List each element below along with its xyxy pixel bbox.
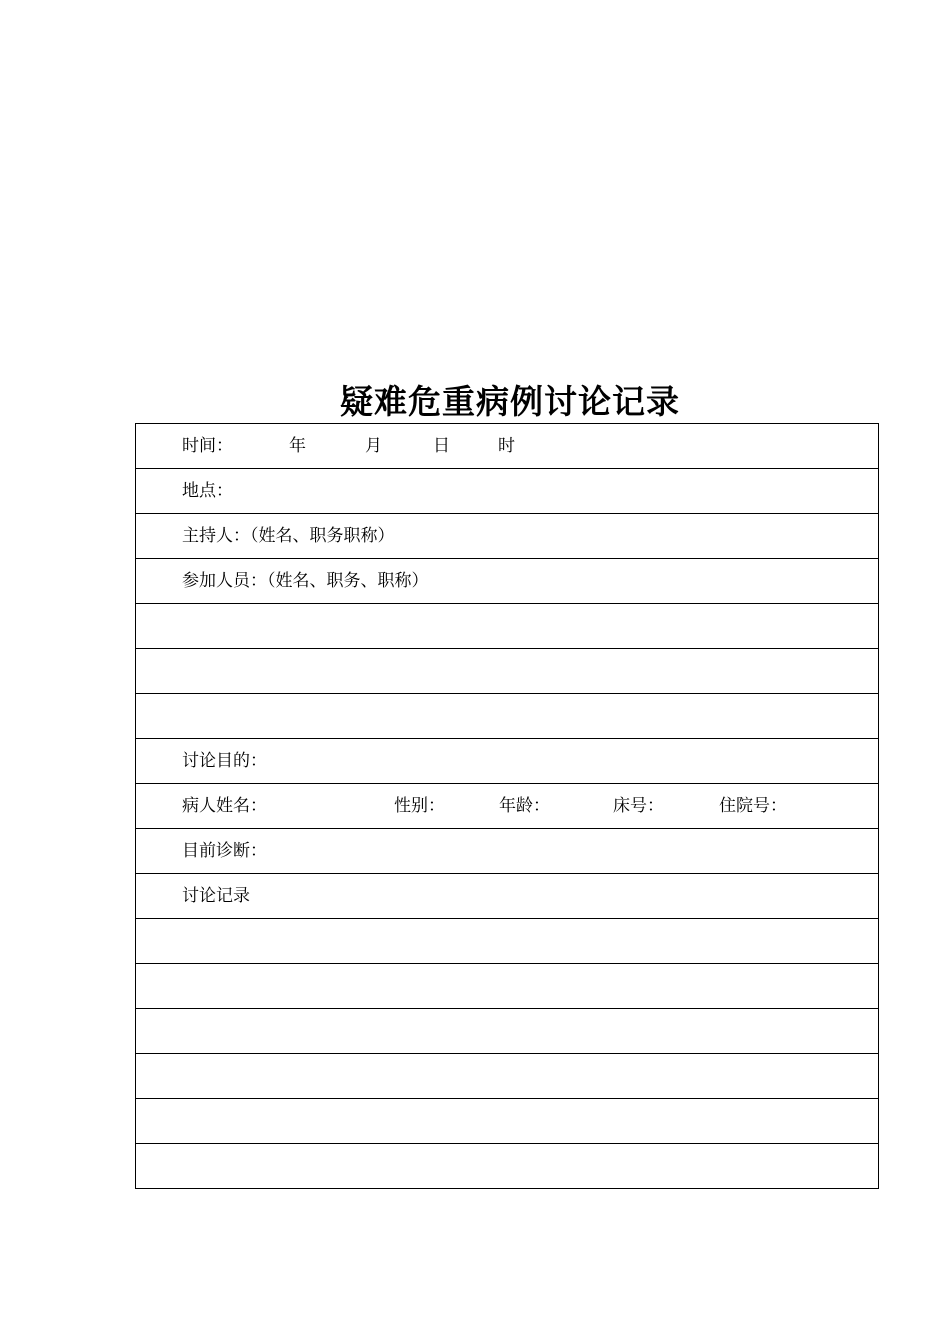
participants-blank-row bbox=[136, 649, 878, 694]
bed-label: 床号： bbox=[613, 796, 664, 816]
age-label: 年龄： bbox=[499, 796, 550, 816]
diagnosis-label: 目前诊断： bbox=[182, 841, 267, 861]
time-label: 时间： bbox=[182, 436, 233, 456]
participants-blank-row bbox=[136, 604, 878, 649]
participants-blank-row bbox=[136, 694, 878, 739]
record-blank-row bbox=[136, 1099, 878, 1144]
location-row bbox=[136, 469, 878, 514]
discussion-form bbox=[135, 423, 879, 1189]
purpose-row bbox=[136, 739, 878, 784]
patient-row bbox=[136, 784, 878, 829]
participants-label: 参加人员：（姓名、职务、职称） bbox=[182, 571, 429, 591]
month-label: 月 bbox=[365, 436, 382, 456]
document-title: 疑难危重病例讨论记录 bbox=[340, 382, 680, 421]
record-blank-row bbox=[136, 1054, 878, 1099]
participants-row bbox=[136, 559, 878, 604]
time-row bbox=[136, 424, 878, 469]
host-row bbox=[136, 514, 878, 559]
admission-number-label: 住院号： bbox=[719, 796, 787, 816]
year-label: 年 bbox=[289, 436, 306, 456]
record-blank-row bbox=[136, 964, 878, 1009]
record-blank-row bbox=[136, 1144, 878, 1189]
record-blank-row bbox=[136, 919, 878, 964]
gender-label: 性别： bbox=[394, 796, 445, 816]
location-label: 地点： bbox=[182, 481, 233, 501]
record-label: 讨论记录 bbox=[182, 886, 250, 906]
patient-name-label: 病人姓名： bbox=[182, 796, 267, 816]
hour-label: 时 bbox=[498, 436, 515, 456]
day-label: 日 bbox=[433, 436, 450, 456]
record-blank-row bbox=[136, 1009, 878, 1054]
record-row bbox=[136, 874, 878, 919]
purpose-label: 讨论目的： bbox=[182, 751, 267, 771]
host-label: 主持人：（姓名、职务职称） bbox=[182, 526, 395, 546]
diagnosis-row bbox=[136, 829, 878, 874]
